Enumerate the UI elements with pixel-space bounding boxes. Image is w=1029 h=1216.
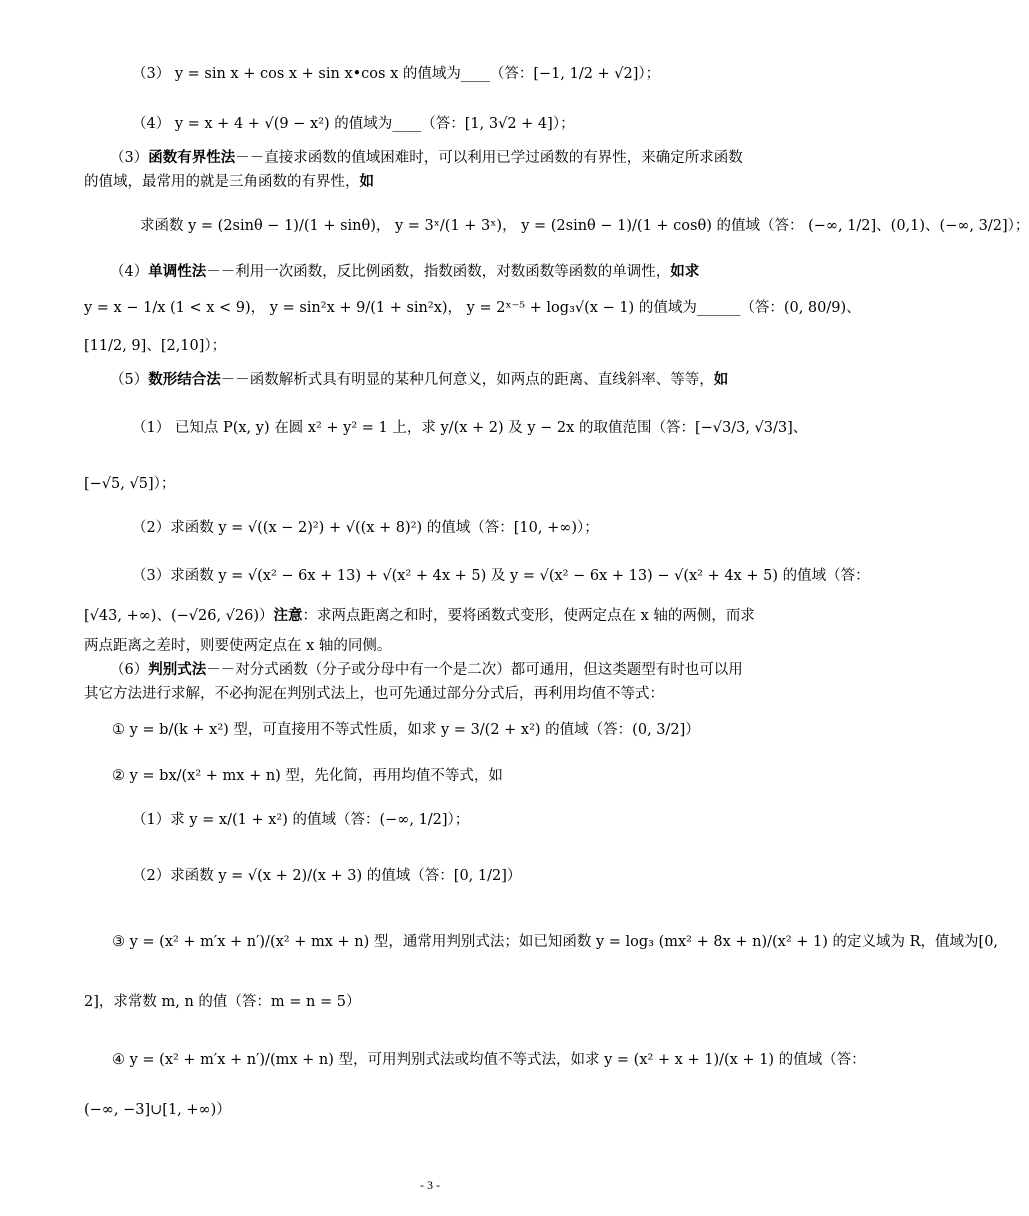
text-line-3: （3）函数有界性法－－直接求函数的值域困难时，可以利用已学过函数的有界性，来确定所求函数 <box>110 149 743 166</box>
text-line-1: （3） y = sin x + cos x + sin x•cos x 的值域为____（答：[−1, 1/2 + √2]）； <box>132 66 661 82</box>
text-line-20: （1）求 y = x/(1 + x²) 的值域（答：(−∞, 1/2]）； <box>132 812 470 828</box>
note-label: 注意 <box>273 607 303 624</box>
method-heading: 数形结合法 <box>148 371 221 388</box>
text-line-16: （6）判别式法－－对分式函数（分子或分母中有一个是二次）都可通用，但这类题型有时也可以用 <box>110 661 743 678</box>
method-heading: 函数有界性法 <box>148 149 236 166</box>
text-line-23: 2]，求常数 m, n 的值（答：m = n = 5） <box>84 994 361 1010</box>
text-line-5: 求函数 y = (2sinθ − 1)/(1 + sinθ)， y = 3ˣ/(1 + 3ˣ)， y = (2sinθ − 1)/(1 + cosθ) 的值域（答： (−∞, 1/2]、(0,1)、(−∞, 3/2]）； <box>140 218 1029 234</box>
method-heading: 单调性法 <box>148 263 207 280</box>
text-line-2: （4） y = x + 4 + √(9 − x²) 的值域为____（答：[1, 3√2 + 4]）； <box>132 116 575 132</box>
text-line-12: （2）求函数 y = √((x − 2)²) + √((x + 8)²) 的值域（答：[10, +∞)）； <box>132 520 599 536</box>
text-line-9: （5）数形结合法－－函数解析式具有明显的某种几何意义，如两点的距离、直线斜率、等等，如 <box>110 371 729 388</box>
page-number: - 3 - <box>420 1178 440 1192</box>
text-line-25: (−∞, −3]∪[1, +∞)） <box>84 1102 231 1118</box>
text-line-6: （4）单调性法－－利用一次函数，反比例函数，指数函数，对数函数等函数的单调性，如求 <box>110 263 700 280</box>
text-line-4: 的值域，最常用的就是三角函数的有界性，如 <box>84 173 374 190</box>
text-line-11: [−√5, √5]）； <box>84 476 176 492</box>
text-line-17: 其它方法进行求解，不必拘泥在判别式法上，也可先通过部分分式后，再利用均值不等式： <box>84 686 664 702</box>
text-line-13: （3）求函数 y = √(x² − 6x + 13) + √(x² + 4x + 5) 及 y = √(x² − 6x + 13) − √(x² + 4x + 5) 的值域（答： <box>132 568 870 584</box>
text-line-19: ② y = bx/(x² + mx + n) 型，先化简，再用均值不等式，如 <box>112 768 503 784</box>
method-heading: 判别式法 <box>148 661 207 678</box>
text-line-24: ④ y = (x² + m′x + n′)/(mx + n) 型，可用判别式法或均值不等式法，如求 y = (x² + x + 1)/(x + 1) 的值域（答： <box>112 1052 866 1068</box>
text-line-8: [11/2, 9]、[2,10]）； <box>84 338 227 354</box>
text-line-18: ① y = b/(k + x²) 型，可直接用不等式性质，如求 y = 3/(2 + x²) 的值域（答：(0, 3/2]） <box>112 722 700 738</box>
text-line-21: （2）求函数 y = √(x + 2)/(x + 3) 的值域（答：[0, 1/2]） <box>132 868 522 884</box>
text-line-10: （1） 已知点 P(x, y) 在圆 x² + y² = 1 上，求 y/(x + 2) 及 y − 2x 的取值范围（答：[−√3/3, √3/3]、 <box>132 420 808 436</box>
text-line-22: ③ y = (x² + m′x + n′)/(x² + mx + n) 型，通常用判别式法；如已知函数 y = log₃ (mx² + 8x + n)/(x² + 1) 的定义域为 R，值域为[0, <box>112 934 999 950</box>
text-line-7: y = x − 1/x (1 < x < 9)， y = sin²x + 9/(1 + sin²x)， y = 2ˣ⁻⁵ + log₃√(x − 1) 的值域为______（答：(0, 80/9)、 <box>84 300 861 316</box>
text-line-15: 两点距离之差时，则要使两定点在 x 轴的同侧。 <box>84 638 392 654</box>
text-line-14: [√43, +∞)、(−√26, √26)）注意：求两点距离之和时，要将函数式变形，使两定点在 x 轴的两侧，而求 <box>84 607 755 624</box>
